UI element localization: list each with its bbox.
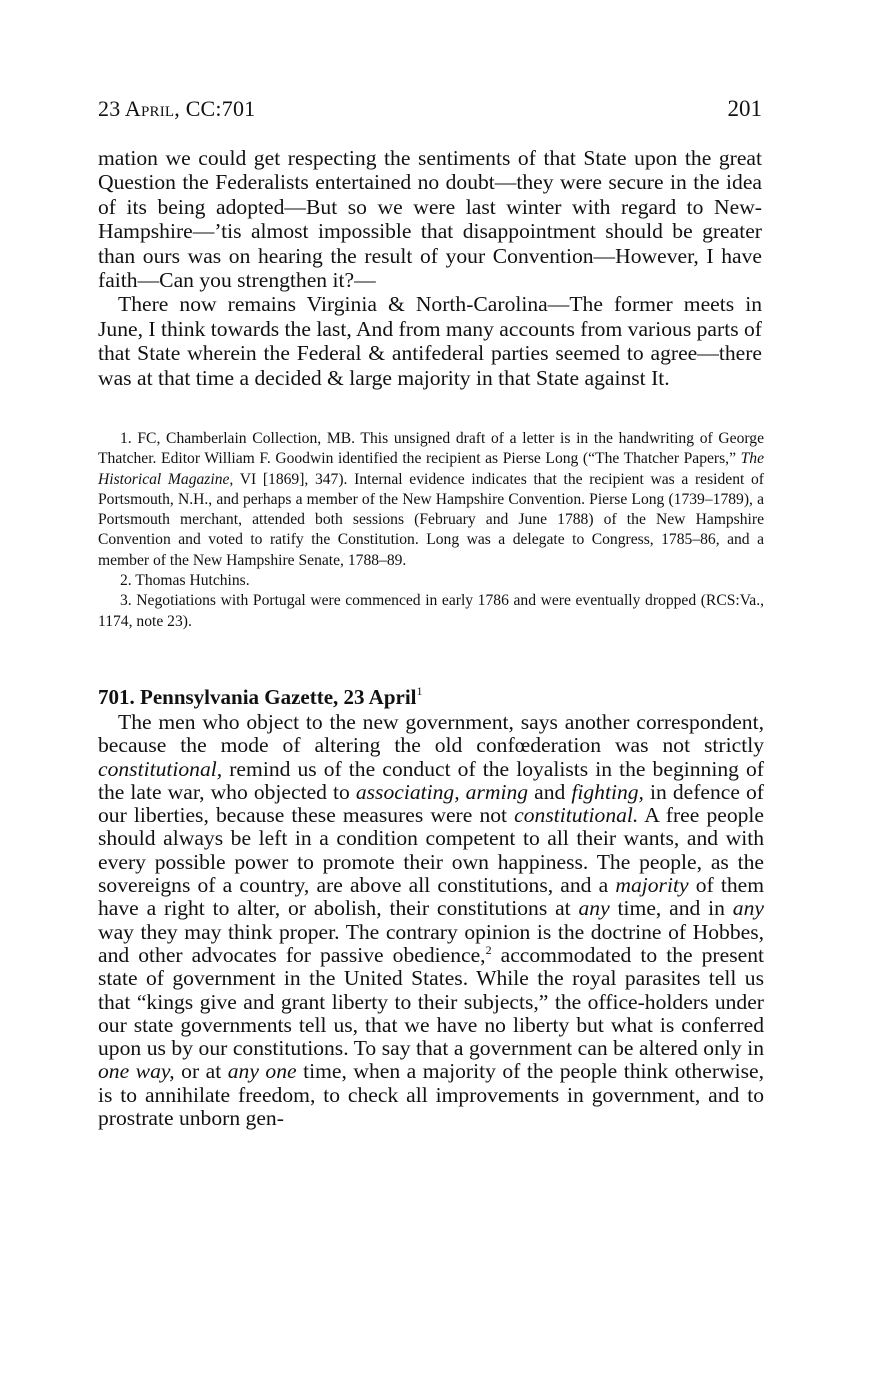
article-emphasis: constitutional, xyxy=(98,756,223,781)
running-head-doc-ref: CC:701 xyxy=(185,96,256,121)
article-text: way they may think proper. The contrary opinion is the doctrine of Hobbes, and other advocates for passive obedience, xyxy=(98,919,764,967)
footnote-3: 3. Negotiations with Portugal were commenced in early 1786 and were eventually dropped (RCS:Va., 1174, note 23). xyxy=(98,592,764,630)
footnote-1-publication-title: The Historical Magazine, xyxy=(98,450,764,488)
running-head-date: 23 April, xyxy=(98,96,180,121)
article-emphasis: majority xyxy=(615,873,689,898)
running-head-left xyxy=(98,94,255,124)
continued-letter xyxy=(98,146,762,390)
article-emphasis: fighting, xyxy=(571,779,644,804)
article-text: remind us of the conduct of the loyalists in the beginning of the late war, who objected to xyxy=(98,756,764,804)
footnote-2: 2. Thomas Hutchins. xyxy=(120,572,250,590)
footnote-1-text-b: VI [1869], 347). Internal evidence indicates that the recipient was a resident of Portsmouth, N.H., and perhaps a member of the New Hampshire Convention. Pierse Long (1739–1789), a Portsmouth merchant, attended both sessions (February and June 1788) of the New Hampshire Convention and voted to ratify the Constitution. Long was a delegate to Congress, 1785–86, and a member of the New Hampshire Senate, 1788–89. xyxy=(98,470,764,569)
article-body xyxy=(98,711,764,1130)
article-text: in defence of our liberties, because these measures were not xyxy=(98,779,764,828)
letter-paragraph-2: There now remains Virginia & North-Carolina—The former meets in June, I think towards the last, And from many accounts from various parts of that State wherein the Federal & antifederal parties seemed to agree—there was at that time a decided & large majority in that State against It. xyxy=(98,292,762,390)
article-text: or at xyxy=(174,1059,228,1084)
letter-paragraph-1: mation we could get respecting the sentiments of that State upon the great Question the Federalists entertained no doubt—they were secure in the idea of its being adopted—But so we were last winter with regard to New-Hampshire—’tis almost impossible that disappointment should be greater than ours was on hearing the result of your Convention—However, I have faith—Can you strengthen it?— xyxy=(98,146,762,293)
article-text: accommodated to the present state of government in the United States. While the royal parasites tell us that “kings give and grant liberty to their subjects,” the office-holders under our state governments tell us, that we have no liberty but what is conferred upon us by our constitutions. To say that a government can be altered only in xyxy=(98,942,764,1061)
article-emphasis: any xyxy=(578,896,610,921)
section-heading xyxy=(98,678,762,710)
article-emphasis: any xyxy=(732,896,764,921)
article-text: and xyxy=(528,779,572,804)
article-text: A free people should always be left in a condition competent to all their wants, and with every possible power to promote their own happiness. The people, as the sovereigns of a country, are above all constitutions, and a xyxy=(98,803,764,898)
footnotes xyxy=(98,429,764,632)
article-text: time, when a majority of the people think otherwise, is to annihilate freedom, to check all improvements in government, and to prostrate unborn gen- xyxy=(98,1059,764,1131)
article-text: time, and in xyxy=(609,896,733,921)
article-emphasis: one way, xyxy=(98,1059,175,1084)
article-emphasis: constitutional. xyxy=(514,803,639,828)
page-number: 201 xyxy=(727,96,762,121)
running-head xyxy=(98,94,762,124)
section-heading-note-marker: 1 xyxy=(416,684,423,698)
article-note-marker: 2 xyxy=(485,942,492,957)
article-text: The men who object to the new government, says another correspondent, because the mode of altering the old confœderation was not strictly xyxy=(98,710,764,758)
section-heading-text: 701. Pennsylvania Gazette, 23 April xyxy=(98,685,417,709)
footnote-1 xyxy=(98,429,764,571)
footnote-1-text-a: 1. FC, Chamberlain Collection, MB. This unsigned draft of a letter is in the handwriting of George Thatcher. Editor William F. Goodwin identified the recipient as Pierse Long (“The Thatcher Papers,” xyxy=(98,430,764,468)
article-paragraph xyxy=(98,711,764,1130)
article-emphasis: associating, arming xyxy=(355,779,529,804)
article-text: of them have a right to alter, or abolish, their constitutions at xyxy=(98,873,764,921)
article-emphasis: any one xyxy=(227,1059,297,1084)
